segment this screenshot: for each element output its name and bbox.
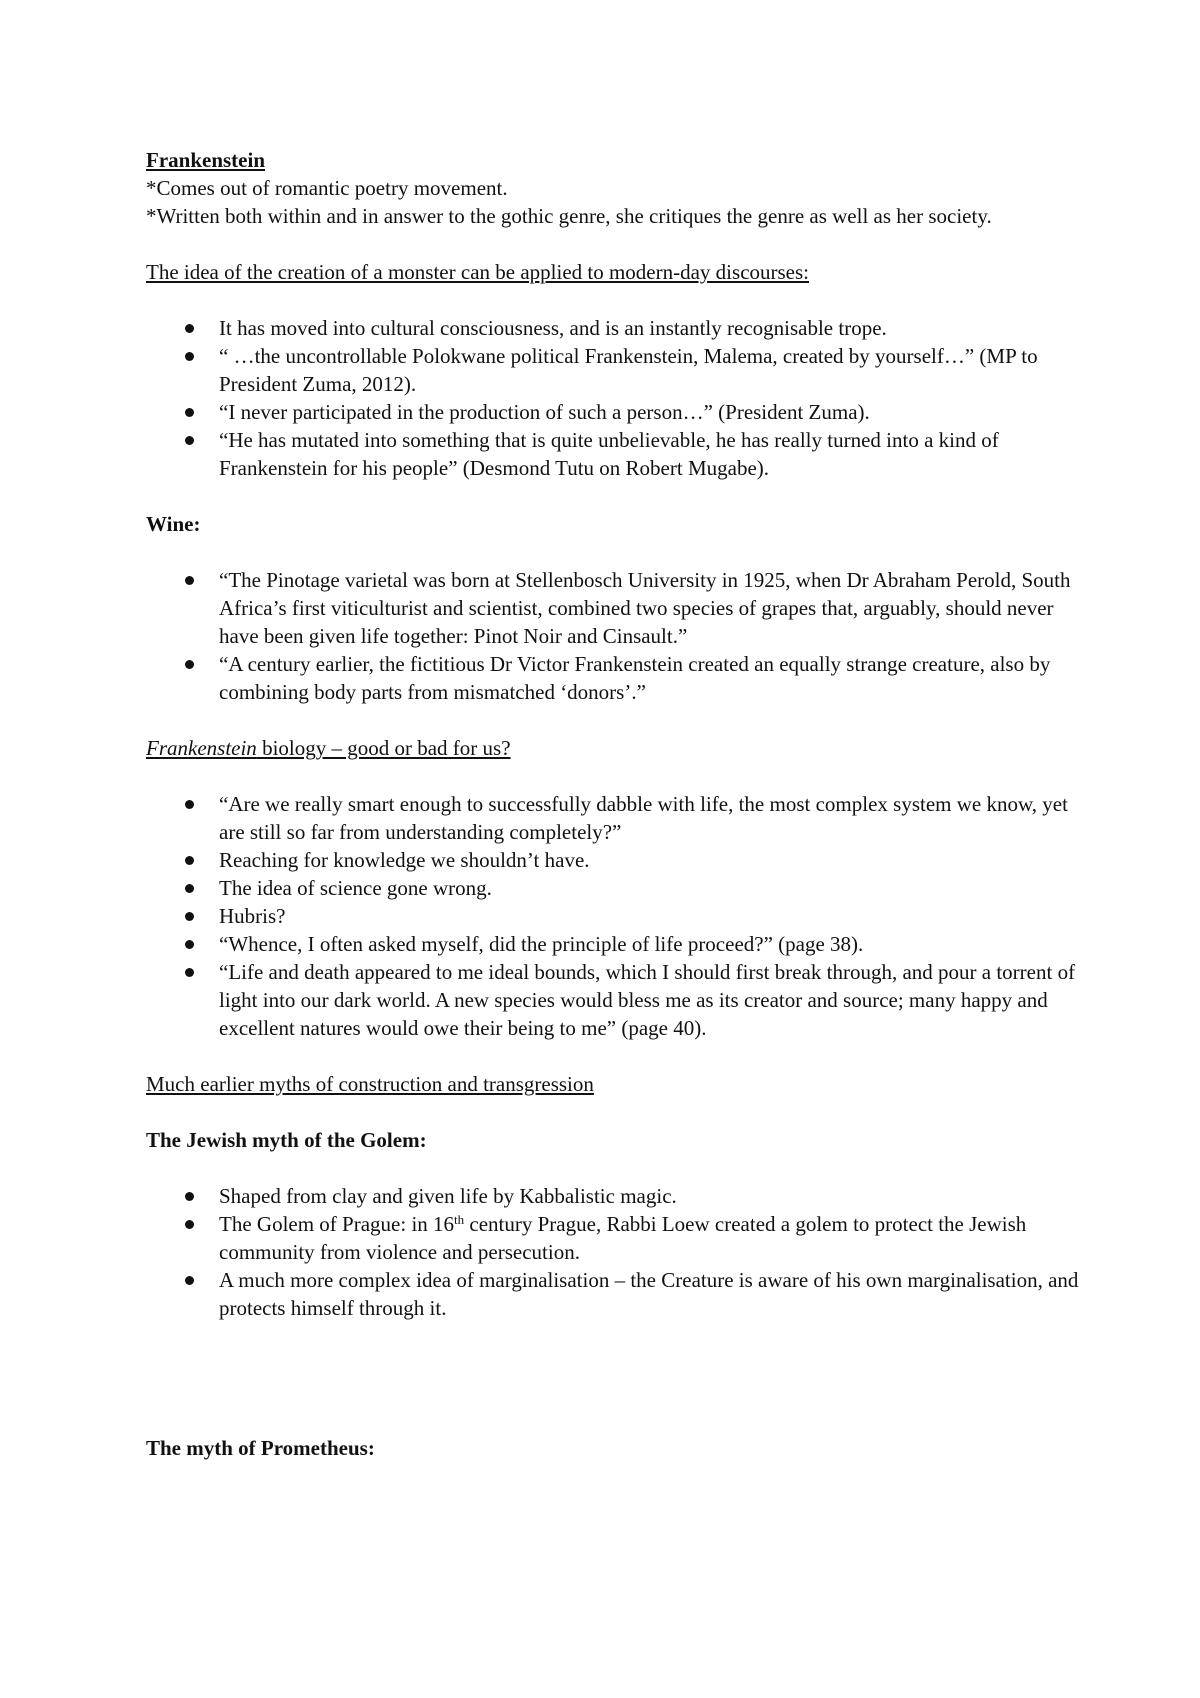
- list-item: “Whence, I often asked myself, did the principle of life proceed?” (page 38).: [146, 930, 1086, 958]
- section-heading-myths: Much earlier myths of construction and transgression: [146, 1072, 594, 1096]
- list-item: “I never participated in the production of such a person…” (President Zuma).: [146, 398, 1086, 426]
- document-page: [146, 146, 1086, 1462]
- list-item: It has moved into cultural consciousness, and is an instantly recognisable trope.: [146, 314, 1086, 342]
- golem-text-a: The Golem of Prague: in 16: [219, 1212, 455, 1236]
- list-item: “The Pinotage varietal was born at Stellenbosch University in 1925, when Dr Abraham Perold, South Africa’s first viticulturist and scientist, combined two species of grapes that, arguably, should never have been given life together: Pinot Noir and Cinsault.”: [146, 566, 1086, 650]
- list-item: Reaching for knowledge we shouldn’t have.: [146, 846, 1086, 874]
- list-item: “A century earlier, the fictitious Dr Victor Frankenstein created an equally strange creature, also by combining body parts from mismatched ‘donors’.”: [146, 650, 1086, 706]
- golem-superscript: th: [454, 1212, 465, 1227]
- section-heading-prometheus: The myth of Prometheus:: [146, 1436, 375, 1460]
- intro-line-1: *Comes out of romantic poetry movement.: [146, 176, 508, 200]
- list-item: The idea of science gone wrong.: [146, 874, 1086, 902]
- section-heading-wine: Wine:: [146, 512, 201, 536]
- bullet-list-golem: [146, 1182, 1086, 1322]
- section-heading-biology: [146, 734, 1086, 762]
- list-item: [146, 1210, 1086, 1266]
- section-heading-golem: The Jewish myth of the Golem:: [146, 1128, 427, 1152]
- section-heading-monster: The idea of the creation of a monster can be applied to modern-day discourses:: [146, 260, 810, 284]
- golem-text-b: century Prague, Rabbi Loew created a golem to protect the Jewish community from violence and persecution.: [219, 1212, 1027, 1264]
- bullet-list-monster: [146, 314, 1086, 482]
- heading-rest: biology – good or bad for us?: [256, 736, 511, 760]
- list-item: Hubris?: [146, 902, 1086, 930]
- doc-title: Frankenstein: [146, 148, 266, 172]
- bullet-list-wine: [146, 566, 1086, 706]
- list-item: “Are we really smart enough to successfully dabble with life, the most complex system we know, yet are still so far from understanding completely?”: [146, 790, 1086, 846]
- heading-italic-frankenstein: Frankenstein: [146, 736, 257, 760]
- list-item: “Life and death appeared to me ideal bounds, which I should first break through, and pour a torrent of light into our dark world. A new species would bless me as its creator and source; many happy and excellent natures would owe their being to me” (page 40).: [146, 958, 1086, 1042]
- list-item: “He has mutated into something that is quite unbelievable, he has really turned into a kind of Frankenstein for his people” (Desmond Tutu on Robert Mugabe).: [146, 426, 1086, 482]
- intro-line-2: *Written both within and in answer to the gothic genre, she critiques the genre as well as her society.: [146, 204, 992, 228]
- list-item: Shaped from clay and given life by Kabbalistic magic.: [146, 1182, 1086, 1210]
- bullet-list-biology: [146, 790, 1086, 1042]
- list-item: A much more complex idea of marginalisation – the Creature is aware of his own marginalisation, and protects himself through it.: [146, 1266, 1086, 1322]
- list-item: “ …the uncontrollable Polokwane political Frankenstein, Malema, created by yourself…” (MP to President Zuma, 2012).: [146, 342, 1086, 398]
